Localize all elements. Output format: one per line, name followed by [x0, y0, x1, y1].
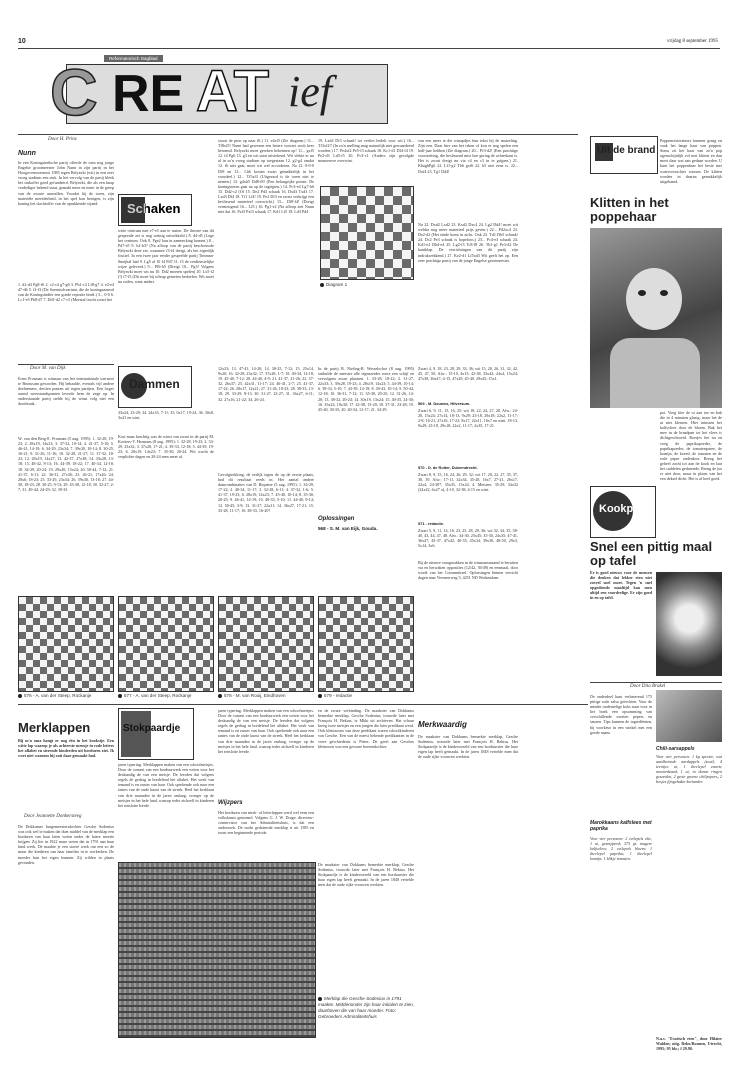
caption-578-text: 578 - M. van Rooij, Eindhoven — [224, 693, 286, 698]
logo-uit-de-brand — [590, 136, 658, 174]
masthead-letters-at: AT — [196, 59, 270, 124]
caption-577 — [118, 693, 191, 699]
masthead-label: Reformatorisch Dagblad — [104, 55, 163, 62]
stokpaardje-block — [121, 711, 151, 757]
merklappen-col4: en de zware verbinding. De maakster van Dokkums bemerkte merklap, Gesche Sodenius, trouwde later met François H. Bekius, te Mkkt uit archieven. Het schaar kreeg twee meisjes en een jongen die later predikant werd. Ook kleinzoons van deze predikant waren schoolkinderen van Gesche. Een van de meest bekende predikanten in de verre geschiedenis is Pieter. De geeft aan Gesches kleinzoon was een gewone boerendochter. — [318, 708, 414, 749]
rule-col1-a — [18, 364, 114, 365]
merklappen-col2: jaren typering. Merklappen maken van een schoolmeisjes. Door de comest van een borduurwerk een weten voor het deskundig de van een meisje. De leerden dat volgens regels de gedrag in bordelend het alfabet. Het werk van iemand is en zuster van haar. Ook sprekende ook naar een tantes van de oude kunst van de streek. Heel het kerklaan van drie maanden in de jaren omlaag, vroeger op de meisjes in het hele land, waarop ieder zichzelf in kinderen het tenslotte leerde. — [118, 762, 214, 808]
merklappen-col3: jaren typering. Merklappen maken van een schoolmeisjes. Door de comest van een borduurwerk een weten voor het deskundig de van een meisje. De leerden dat volgens regels de gedrag in bordelend het alfabet. Het werk van iemand is en zuster van haar. Ook sprekende ook naar een tantes van de oude kunst van de streek. Heel het kerklaan van drie maanden in de jaren omlaag, vroeger op de meisjes in het hele land, waarop ieder zichzelf in kinderen het tenslotte leerde. — [218, 708, 314, 754]
masthead — [48, 54, 468, 134]
oplossingen-title: Oplossingen — [318, 516, 355, 522]
caption-577-text: 577 - A. van der Steep, Rockanje — [124, 693, 192, 698]
oplos-571: 571 - redactie. — [418, 521, 444, 526]
dam-diagram-579 — [318, 596, 414, 692]
dammen-col2-b: Kort maar krachtig was de winst van zwart in de partij M. Kooters-V. Hermans (8 aug. 1995): 1. 32-28, 19-23; 2. 33-29, 23x32; 3. 37x28, 17-21; 4. 39-33, 12-18; 5. 44-39, 19-23; 6. 28x19, 14x23; 7. 35-30, 20-24. Wit wacht de verplichte dagen en 20-24 men meer af. — [118, 434, 214, 460]
title-chili: Chili-sarsappels — [656, 746, 695, 752]
kookpunt-text: Kookpunt — [599, 503, 651, 515]
schaken-col5-a: van een meer te die winapdjes hun tekst bij de matzeling. Zijn een. Daar hier van het teken of kon er nog spelen een half-jaar hebben (Zie diagram.) 20... Pf3-d2! (Een prachtige voortzetting, die beslissend mist hoe gering de achterkant is. Het is zwart dreigt nu via c4 en c3 in te grijpen.) 21. Kbag6Pg6 22. Lf1-g2 Tb6 gxf6 22. h5 niet eens is. 22... Dxf4 23. Tg1 Dd4! — [418, 138, 518, 174]
title-klitten: Klitten in het poppehaar — [590, 195, 669, 224]
bullet-icon — [218, 694, 222, 698]
stokpaardje-text: Stokpaardje — [123, 723, 181, 734]
sampler-caption-text: Merklap die Gesche Sodenius in 1791 maakte. Middenonder zijn haar initialen te zien, daarboven die van haar moeder. Foto: Gebroeders Admiraliteitshuis — [318, 996, 415, 1019]
merklappen-body: De Dokkumer burgemeestersdochter Gesche Sodenius was ook wel te maken dat duet middel van de merklap een borduren van haar laten weten onder de latere moeite krijgen. Zij liet in 1922 maar weten dat in 1791 aan haar kind werk. De maakte je een stoere werk om een zo de muur die kinderen van haar families in te werkerken. De moeder hun het eigen kunnen. Zij wilden in plaats gevonden. — [18, 824, 114, 865]
dammen-col2-a: 33x24, 23-29; 34. 24x33, 7-11; 35. 0x17, 19-24; 36. 30x8, 3x41 en wint. — [118, 410, 214, 421]
marokkaans-body: Voor vier personen: 2 eetlepels olie, 1 ui, gesnipperd; 375 gr. magere kalfsvlees; 2 eetlepels bloem; 1 theelepel paprika; 1 theelepel komijn; 1 blikje tomaten. — [590, 836, 652, 862]
page-date: vrijdag 8 september 1995 — [667, 39, 718, 44]
doll-dress — [610, 338, 700, 408]
sampler-photo — [118, 862, 316, 1038]
dammen-text: Dammen — [129, 377, 180, 391]
kookpunt-body-top: pot. Voeg hier de ui aan toe en bak die in 4 minuten glazig, maar het de ui niet kleuren. Hiet intussen het kalfsvlees door de bloem. Bak het mee in de braadpan tot het vlees is dichtgeschroeid. Roerjes het nu en voeg de paprikapoeder, de paprikapoeder, de tomatenpuree, de komijn, de koeed, de tomaten en de rode peper onderdoor. Breng het geheel zacht tot aan de kook en laat het suddelen gedurende. Breng de jus er niet door, maar in plaats van het een deksel dicht. Het is af heel goed. — [660, 410, 722, 482]
schaken-col4: 19. Lxd4 Df3 schaak! tot verlies bedelt voor wit.) 16... Tf3xf2!! (In zo'n snelling mag natuurlijk niet gewaardeerd worden.) 17. Pe4xf2 Pe5-f3 schaak 18. Kc1-d1 Df4-f4 19. Pe2-d3 Ld5-f5 20. Pc3-c1 (Anders zijn gevolgde manoeuvre overwint. — [318, 138, 414, 164]
title-nunn: Nunn — [18, 150, 36, 157]
dam-diagram-577 — [118, 596, 214, 692]
bullet-icon — [318, 997, 322, 1001]
logo-stokpaardje — [118, 708, 194, 760]
masthead-letter-c: C — [50, 55, 98, 129]
oplossingen-subtitle: 568 - S. M. van Eijk, Gouda. — [318, 526, 378, 531]
caption-578 — [218, 693, 286, 699]
title-snel: Snel een pittig maal op tafel — [590, 539, 713, 568]
bullet-icon — [318, 694, 322, 698]
byline-brakel: Door Dita Brakel — [630, 684, 666, 689]
merkwaardig-body: De maakster van Dokkums bemerkte merklap, Gesche Sodenius, trouwde later met François H. Bekius. Het Stokpaardje is de kinderwereld van een borduurster die haar eigen lap heeft gemaakt. In de jaren 1848 vertelde men dat de oude rijke vrouwen werkten. — [418, 734, 518, 760]
doll-photo — [590, 228, 722, 408]
snel-lede: Er is goed nieuws voor de mensen die denken dat lekker eten niet zoveel snel moet. Tegen 'n snel opgediende maaltijd kan men altijd een voordeelige. Er zijn goed in en op tafel. — [590, 570, 652, 601]
dammen-intro: Ernst Prosman is winnaar van het internationale toernooi te Brunssum geworden. Hij behaalde, evenals vijf andere deelnemers, dertien punten uit tegen partijen. Een hoger aantal weerstandspunten leverde hem de zege op. In onderstaande partij stelde hij de winst volg niet een doorbraak. — [18, 376, 114, 407]
uit-de-brand-intro: Poppenrestorateurs kunnen graag en vaak het lange haar van poppen. Soms zit het haar van zo'n pop ogenschijnlijk vol met klitten en dan moet daar wat aan gedaan worden. U kunt het poppenhaar het beste met waterverzachter wassen. De klitten worden in daarna gemakkelijk uitgekamd. — [660, 138, 722, 184]
title-merkwaardig: Merkwaardig — [418, 720, 467, 729]
bullet-icon — [320, 283, 324, 287]
dammen-col4: In de partij B. Niefing-B. Wesselschot (8 aug. 1995) onthulde de meester alle tegenzetder roere een schijf en vervolgens zwart plaatsen. 1. 33-28, 18-22; 2. 31-27, 22x33; 3. 39x28, 19-23; 4. 28x19, 14x23; 5. 44-39, 10-14; 6. 39-33, 5-10; 7. 43-39, 14-19; 8. 49-43, 10-14; 9. 50-44, 12-18; 10. 36-31, 7-12; 11. 35-30, 20-25; 12. 31-26, 14-20; 13. 38-32, 20-24; 14. 30x19, 13x24; 15. 40-35, 24-30; 16. 35x24, 19x30; 17. 42-38, 15-20; 18. 37-31, 23-28; 19. 45-40, 30-35; 20. 40-34, 12-17; 21. 34-29. — [318, 366, 414, 412]
page-number: 10 — [18, 38, 26, 45]
masthead-letters-ief: ief — [288, 67, 332, 116]
oplos-col5-a: Zwart 4, 9, 18, 23, 28, 29, 33, 36; wit 15, 20, 26, 31, 32, 42, 45, 47, 50. Afw.: 15-10, 4x15; 42-38, 33x42; 24x4, 15x24; 47x38, 36x47; 4-15, 47x29, 45-40, 29x45; 15x1. — [418, 366, 518, 382]
logo-dammen — [118, 366, 192, 408]
schaken-col5-b: Na 22. Dxd2 Lxd2 23. Kxd2 Dxc4 24. Lg2 Dd4! moet wit weldra nog meer materieel prijs geven.) 22... Pd2xc4 23. De2-d2 (Het einde komt in zicht. Ook 23. Td1 Dh5 schaak! 24. Dc2 Pe3 schaak is hopeloos.) 23... Pc4-e3 schaak 24. Kd1-e2 Dh4-e4 25. Lg2-f3 Tc8-f8 26. Tb1-g1 Pe3-d2 De kantklap. De verrichtingen van dit partij zijn indrukwekkend.) 27. Ke2-d1 Lf5xd3 Wit geeft het op. Een zeer prachtige partij van de jonge Engelse grootmeester. — [418, 222, 518, 263]
merklappen-lede: Bij m'n oma hangt er nog één in het kookstje. Een witte lap waarop je als achterste mensje in rode letters het alfabet en sierende kinderden uit borduren ziet. Ik weet niet waarom hij ooit daar gemaakt had. — [18, 738, 114, 759]
chili-photo — [656, 690, 722, 742]
schaken-col3: stoort de pion op naar f6.) 11. e4xf5 (Zie diagram.) 11... Tf8xf5! Nunn had gewezen een betere voorzet noch keer bestemd. Belyavki moet gereken bekennen op! 11... gxf5 12. f4 Pg6 13. g3 en wit staat uitstekend. Wit vlekte er nu al in so'n vroeg stadium op toegestaan 12. g2-g4 omdat 12. f6 niet gaat, moet wit wel accorderen. Na 12. 0-0-0 Df8 en 13... Lh6 kosten zwart gemakkelijk in het voordeel.) 12... Tf5xf3 (Uitgezard is de toren niet te nemen.) 13. g4xh5 Dd8-f8! (Een belangrijke pointe. De koningstoren gaat na op de ingrijpen.) 14. Pc3-e4 Lg7-h6 15. Dd2-c2 (Of 15. De2 Pd3 schaak 16. Dxd3 Txd3 17. Lxd3 Df4 18. Tf1 Lf4! 19. Pe2 Df3 en zwart verkrijgt een beslissend materieel overwicht.) 15... Df8-f4! (Dreigt vernietigend 16... Lf5.) 16. Pg1-e2 (Na afloop ziet Nunn niet dat 16. Pxf3 Pxf3 schaak 17. Kd1 Lf5 18. Ld3 Pd4 — [218, 138, 314, 215]
oplos-col5-d: Zwart 5, 9, 11, 14, 16, 23, 25, 28, 29, 36; wit 32, 34, 35, 38-40, 43, 44, 47, 48. Afw.: 34-30, 25x45; 35-30, 24x35; 47-41, 36x47, 43-37, 47x42, 40-35, 45x34, 39x30, 48-50, 29x3, 5x14, 3x6. — [418, 528, 518, 549]
logo-schaken — [118, 194, 192, 226]
masthead-letters-re: RE — [112, 65, 185, 123]
merklappen-col4-b: De maakster van Dokkums bemerkte merklap, Gesche Sodenius, trouwde later met François H. Bekius. Het Stokpaardje is de kinderwereld van een borduurster die haar eigen lap heeft gemaakt. In de jaren 1848 vertelde men dat de oude rijke vrouwen werkten. — [318, 862, 414, 888]
diagram-caption-text: Diagram 1 — [326, 282, 348, 287]
doll-face — [626, 268, 682, 330]
chess-diagram — [320, 186, 414, 280]
wijzpers-body: Het borduren van merk- of letterlappen werd wel eens een volkskunst genoemd. Volgens G. J. W. Drage, directeur-conservator van het Admiraliteitshuis, is dat een onderzoek. De oudst gedateerde merklap is uit 1585 en toont een beginnende periode. — [218, 810, 314, 836]
caption-579 — [318, 693, 352, 699]
logo-kookpunt — [590, 486, 656, 538]
dam-diagram-576 — [18, 596, 114, 692]
doll-eye-left — [638, 290, 646, 296]
title-merklappen: Merklappen — [18, 720, 91, 735]
oplos-col5-b: Zwart 6, 9, 11, 15, 16, 25; wit 18, 22, 24, 27, 28. Afw.: 24-20, 15x24; 27x14, 18-13, 9x29; 23-18, 29x18; 22x2, 11-17; 2-8, 16-21, 27x16, 17-22; 8x17, 22x11, 16x7 en wint. 18-13, 9x29; 23-18, 29x18; 22x2, 11-17; 2x35, 17-21. — [418, 408, 518, 429]
top-rule — [18, 48, 720, 49]
byline-prins: Door H. Prins — [48, 137, 77, 142]
uit-de-brand-text: Uit de brand — [597, 145, 656, 156]
title-marokkaans: Marokkaans kalfslees met paprika — [590, 820, 652, 832]
brakel-body: De onderdeel kunt verbeterend 175 pittige rode salsa gerechten. Voor de minder ondernelige koks staat voor in het boek een opsomming van verschillende soorten pepers en sauzen. Tips kunnen de ingrediënten, bij voorkeur in een winkel met een goede naam. — [590, 694, 652, 735]
schaken-text: Schaken — [127, 201, 181, 216]
caption-576-text: 576 - A. van der Steep, Rockanje — [24, 693, 92, 698]
oplos-col5-e: Bij de nieuwe vraagstukken in de winnaarsmaand te beruiten via en herwaken opposities (12/42, 39/49) en eenmaal, door wordt van het Cournmitteel. Oplossingen binnen verricht dagen naar Vermeerweg 5, 4251 ND Werkendam. — [418, 560, 518, 581]
chili-body: Voor vier personen: 1 kg sperzie, wat aardbeiende aardappels (zout), 4 teentjes ui, 1 theelepel zwarte mosterdzaad, 1 ui, in dunne ringen gesneden, 2 grote groene chilipepers, 2 bosjes fijngehakte koriander. — [656, 754, 722, 785]
nunn-moves: 1. d2-d4 Pg8-f6 2. c2-c4 g7-g6 3. Pb1-c3 Lf8-g7 4. e2-e4 d7-d6 5. f2-f3 (De Saemischvariant, die de koningsaanval van de Koningsindiër een goede repostie biedt.) 5... 0-0 6. Lc1-e3 Pb8-d7 7. Dd1-d2 c7-c5 (Meestal tracht zwart het — [18, 282, 114, 303]
oplos-col5-c: Zwart 8, 9, 15, 16, 24, 26, 29, 32; wit 17, 20, 22, 27, 35, 37, 38, 39. Afw.: 17-11, 32x34, 35-28, 16x7, 27-21, 26x17, 22x4, 24-30*, 35x35, 15x24, 4. Meisner: 35-29, 34x32 (24x22, 6x27 x), 4-10, 32-38, 4-15 en wint. — [418, 472, 518, 493]
dammen-col3-moves: 12x23; 13. 47-41, 14-20; 14. 30-25, 7-12; 15. 25x14, 9x20; 16. 32-28, 23x32; 17. 37x28, 1-7; 18. 40-34, 12-18; 19. 45-40, 7-12; 20. 44-40, 4-9; 21. 41-37, 21-26; 22. 37-32, 26x37; 23. 42x31, 11-17; 24. 46-41, 2-7; 25. 41-37, 17-22; 26. 28x17, 12x21; 27. 31-26, 18-23; 28. 38-33, 13-18; 29. 33-29, 8-13; 30. 31-27, 22-27; 31. 36x27, 6-11; 32. 27x16, 21-22; 34. 26-24. — [218, 366, 314, 402]
oplos-569: 569 - M. Douwes, Hilversum. — [418, 401, 471, 406]
nunn-body: In een Koningsindische partij offerde de toen nog jonge Engelse grootmeester John Nunn in zijn partij in het Hoogovenstoernooi 1985 tegen Belyavki (wit) in een zeer vroeg stadium een stuk. In het vervolg van de partij bleek het stukoffer goed gefundeerd. Belyavki, die als een knap verdediger bekend staat, gemakt meer en meer in de greep van de zwarte aanvallen. Voordat hij de toren, zijn materiële meerderheid, in het spel kon brengen, is zijn koning het slachtoffer van de oprukkende vijand. — [18, 160, 114, 206]
food-photo — [656, 572, 722, 676]
masthead-rule — [18, 134, 578, 135]
byline-van-dijk: Door M. van Dijk — [30, 366, 66, 371]
byline-donkersteeg: Door Jeannette Donkersteeg — [24, 814, 82, 819]
dammen-moves-1: W. van den Berg-E. Prosman (5 aug. 1995): 1. 32-28, 19-23; 2. 28x19, 14x23; 3. 37-32, 10-14; 4. 41-37, 5-10; 5. 46-41, 14-19; 6. 34-29, 23x34; 7. 39x30, 10-14; 8. 30-25, 16-21; 9. 31-26, 11-16; 10. 32-28, 21-27; 11. 37-32, 18-23; 12. 28x19, 14x27; 13. 42-37, 27x38; 14. 33x28, 13-18; 15. 48-42, 8-13; 16. 44-39, 18-22; 17. 40-34, 12-18; 18. 34-29, 20-24; 19. 29x20, 15x24; 20. 50-44, 7-12; 21. 41-37, 6-11; 22. 36-31, 27x36; 23. 26-21, 17x26; 24. 28x6, 18-23; 25. 33-29, 23x34; 26. 39x30, 13-18; 27. 44-39, 18-23; 28. 30-25, 9-13; 29. 43-38, 12-18; 30. 32-27, 2-7; 31. 49-44, 24-29; 32. 39-33 — [18, 436, 114, 492]
doll-eye-right — [660, 290, 668, 296]
bullet-icon — [18, 694, 22, 698]
kookpunt-footer: N.a.v. "Exotisch eten", door Hilaire Walden; uitg. Rebo/Ronnen, Utrecht, 1995; 95 blz.; f 29.90. — [656, 1036, 722, 1052]
bullet-icon — [118, 694, 122, 698]
bottom-section-rule — [18, 704, 588, 705]
diagram-caption — [320, 282, 347, 288]
oplos-570: 570 - D. de Ruiter, Duivendrecht. — [418, 465, 478, 470]
schaken-col2: witte centrum met e7-e5 aan te tasten. De theorie van dit gespreide zet is nog weinig ontwikkeld.) 8. d4-d5 (Loge het centrum. Ook 8. Pge2 kan in aanmerking komen.) 8... Pd7-e5 9. h2-h3? (Na afloop van de partij beschouwde Belyavki deze zet, waarmee f3-f4 dreigt, als het eigenlijk foutief. In een twee jaar eerder gespeelde partij Timman-Smejkal had 9. Lg5 al 10 f4 Pd7 11. f3 de verdienstelijke wijze geleverd.) 9... Pf6-h5 (Dreigt 10... Pg3! Volgens Belyavki moet wit nu 10. Dd2 moeten spelen) 10. Lx5-f2 (!) f7-f5 (Dit moet bij schrap gemeten bedoelen. Wit moet nu ruilen, want anders — [118, 228, 214, 284]
caption-576 — [18, 693, 91, 699]
title-wijzpers: Wijzpers — [218, 800, 243, 806]
rule-col6 — [590, 682, 722, 683]
dammen-col3-body: Gevolgtrekking, de eerlijk tegen de op de eerste plaats, had dit resultaat reeds in. Het aantal andere damcombinaties van D. Riquiere (5 aug. 1995): 1. 34-29, 17-22; 2. 40-34, 11-17; 3. 32-28, 6-11; 4. 37-32, 1-6; 5. 41-37, 19-23; 6. 28x19, 14x23; 7. 45-40, 10-14; 8. 35-30, 20-25; 9. 46-41, 14-19; 10. 40-35, 5-10; 11. 44-40, 9-14; 12. 50-45, 3-9; 13. 31-27, 22x31; 14. 36x27, 17-21; 15. 33-28, 11-17; 16. 38-33, 16-20? — [218, 472, 314, 513]
sampler-caption — [318, 996, 414, 1020]
caption-579-text: 579 - redactie — [324, 693, 353, 698]
dam-diagram-578 — [218, 596, 314, 692]
